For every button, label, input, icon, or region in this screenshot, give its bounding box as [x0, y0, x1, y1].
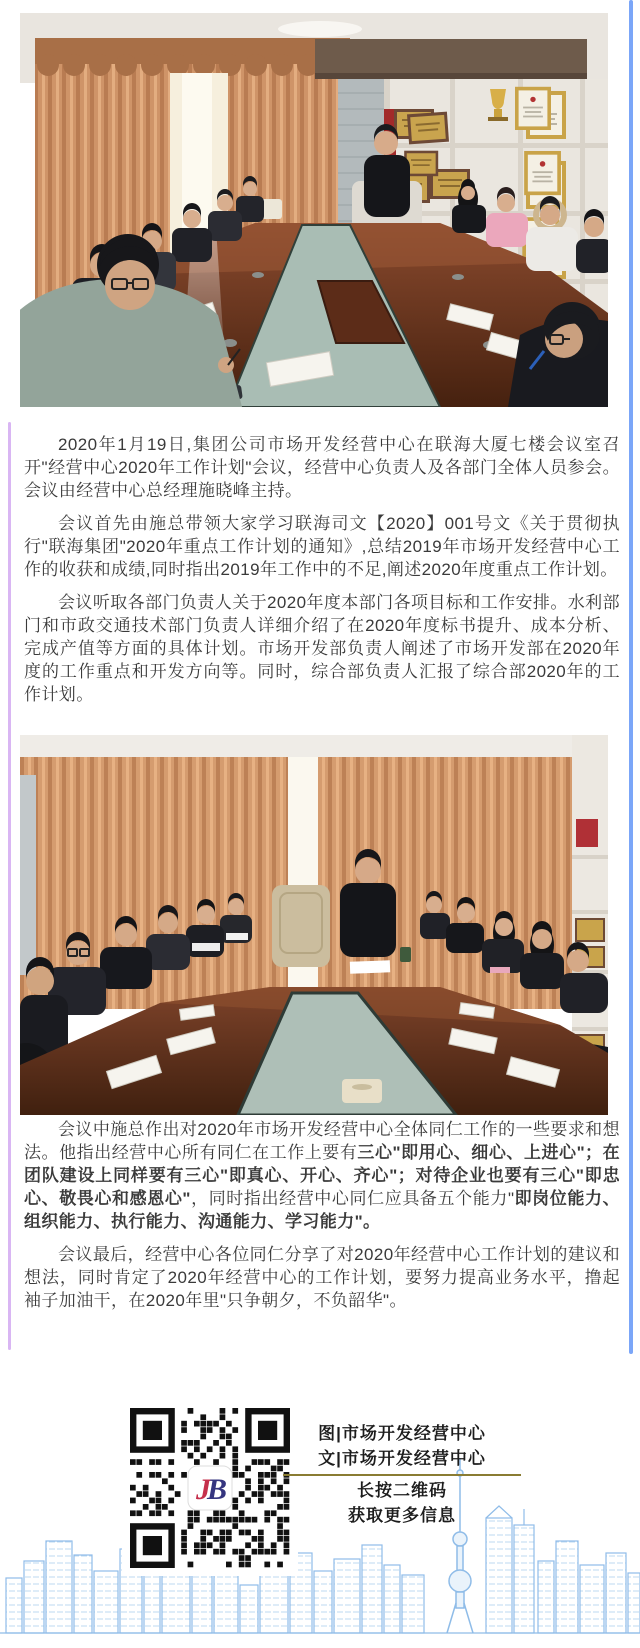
photo-credit: 图|市场开发经营中心 — [318, 1424, 486, 1443]
svg-text:B: B — [207, 1473, 228, 1506]
paragraph-5: 会议最后，经营中心各位同仁分享了对2020年经营中心工作计划的建议和想法，同时肯定了2020年经营中心的工作计划，要努力提高业务水平，撸起袖子加油干，在2020年里"只争朝夕，不负韶华"。 — [24, 1245, 620, 1310]
red-item — [576, 819, 598, 847]
paragraph-2: 会议首先由施总带领大家学习联海司文【2020】001号文《关于贯彻执行"联海集团"2020年重点工作计划的通知》,总结2019年市场开发经营中心工作的收获和成绩,同时指出2019年工作中的不足,阐述2020年度重点工作计划。 — [24, 514, 620, 579]
jb-logo — [188, 1466, 232, 1510]
ceiling — [20, 735, 608, 757]
svg-text:J: J — [196, 1473, 211, 1506]
qr-tip-line1: 长按二维码 — [357, 1481, 447, 1500]
meeting-photo-2[interactable] — [20, 735, 608, 1115]
article-body-top — [24, 433, 620, 706]
window-light — [288, 757, 318, 1009]
paragraph-3: 会议听取各部门负责人关于2020年度本部门各项目标和工作安排。水利部门和市政交通技术部门负责人详细介绍了在2020年度标书提升、成本分析、完成产值等方面的具体计划。市场开发部负责人阐述了市场开发部在2020年度的工作重点和开发方向等。同时，综合部负责人汇报了综合部2020年的工作计划。 — [24, 593, 620, 704]
paragraph-1: 2020年1月19日,集团公司市场开发经营中心在联海大厦七楼会议室召开"经营中心2020年工作计划"会议，经营中心负责人及各部门全体人员参会。会议由经营中心总经理施晓峰主持。 — [24, 435, 620, 500]
tissue-box — [342, 1079, 382, 1103]
text-credit: 文|市场开发经营中心 — [318, 1449, 486, 1468]
left-accent-bar — [8, 422, 11, 1350]
qr-tip-line2: 获取更多信息 — [348, 1506, 456, 1525]
empty-chair — [272, 885, 330, 967]
footer-credits — [283, 1421, 521, 1528]
qr-code[interactable] — [122, 1400, 298, 1576]
meeting-photo-1[interactable] — [20, 13, 608, 407]
scrollbar[interactable] — [629, 0, 633, 1354]
paragraph-4: 会议中施总作出对2020年市场开发经营中心全体同仁工作的一些要求和想法。他指出经营中心所有同仁在工作上要有三心"即用心、细心、上进心"；在团队建设上同样要有三心"即真心、开心、齐心"；对待企业也要有三心"即忠心、敬畏心和感恩心"，同时指出经营中心同仁应具备五个能力"即岗位能力、组织能力、执行能力、沟通能力、学习能力"。 — [24, 1120, 620, 1231]
credits-divider — [283, 1474, 521, 1476]
wall-beam — [315, 39, 587, 77]
article-body-bottom — [24, 1118, 620, 1312]
